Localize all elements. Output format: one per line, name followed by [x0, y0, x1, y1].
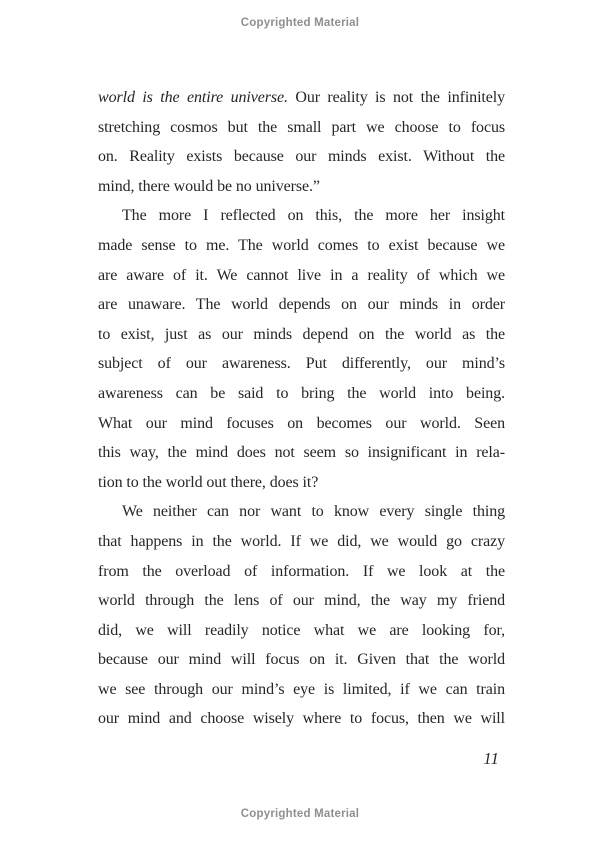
text-line: tion to the world out there, does it?: [98, 473, 319, 491]
text-line: subject of our awareness. Put differently, our mind’s: [98, 355, 505, 373]
copyright-notice-bottom: Copyrighted Material: [240, 808, 360, 820]
text-line: to exist, just as our minds depend on the world as the: [98, 325, 505, 343]
text-line: made sense to me. The world comes to exist because we: [98, 236, 505, 254]
text-line: world through the lens of our mind, the way my friend: [98, 592, 505, 610]
text-line: from the overload of information. If we look at the: [98, 562, 505, 580]
page-text: [98, 83, 505, 734]
text-segment: Our reality is not the infinitely: [287, 89, 506, 106]
text-line: because our mind will focus on it. Given that the world: [98, 651, 505, 669]
text-line: we see through our mind’s eye is limited, if we can train: [98, 680, 505, 698]
text-line: are unaware. The world depends on our minds in order: [98, 296, 505, 314]
paragraph: [98, 83, 505, 201]
text-line: this way, the mind does not seem so insignificant in rela-: [98, 444, 505, 462]
italic-text-segment: world is the entire universe.: [98, 89, 288, 106]
text-line: We neither can nor want to know every single thing: [122, 503, 505, 521]
page-number: 11: [483, 749, 499, 768]
paragraph: [98, 201, 505, 497]
text-line: are aware of it. We cannot live in a reality of which we: [98, 266, 505, 284]
text-line: did, we will readily notice what we are looking for,: [98, 621, 505, 639]
text-line: that happens in the world. If we did, we would go crazy: [98, 532, 505, 550]
text-line: What our mind focuses on becomes our world. Seen: [98, 414, 505, 432]
text-line: mind, there would be no universe.”: [98, 177, 320, 195]
paragraph: [98, 497, 505, 734]
copyright-notice-top: Copyrighted Material: [240, 17, 360, 29]
text-line: [98, 83, 505, 113]
text-line: The more I reflected on this, the more her insight: [122, 207, 505, 225]
text-line: awareness can be said to bring the world into being.: [98, 384, 505, 402]
text-line: stretching cosmos but the small part we choose to focus: [98, 118, 505, 136]
text-line: on. Reality exists because our minds exist. Without the: [98, 148, 505, 166]
text-line: our mind and choose wisely where to focus, then we will: [98, 710, 505, 728]
